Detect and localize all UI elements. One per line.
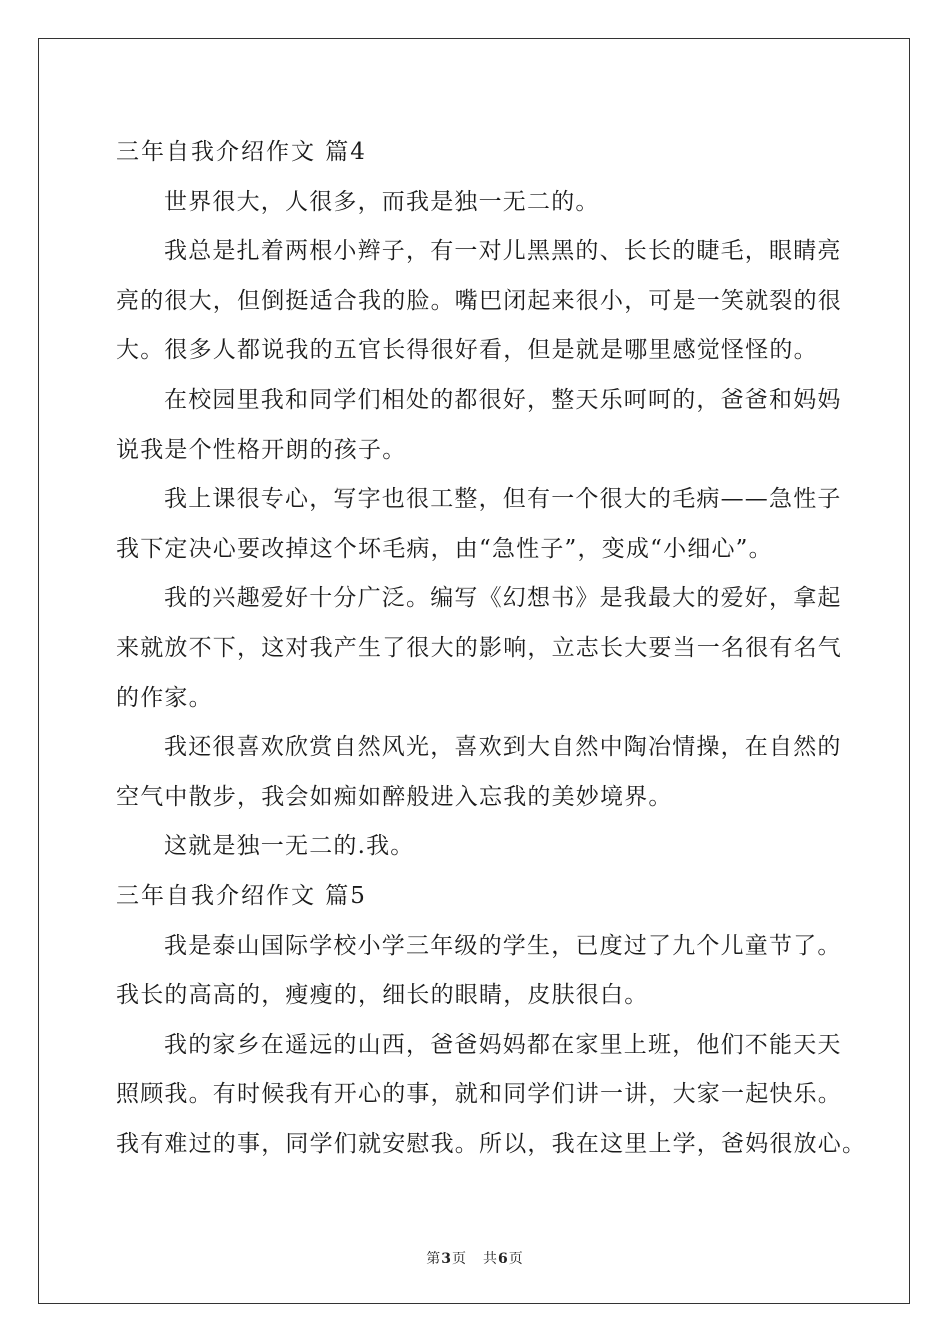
text-line: 我有难过的事，同学们就安慰我。所以，我在这里上学，爸妈很放心。 — [116, 1130, 867, 1157]
text-line: 我的家乡在遥远的山西，爸爸妈妈都在家里上班，他们不能天天 — [164, 1031, 842, 1058]
footer-page-prefix: 第 — [426, 1251, 442, 1267]
text-line: 来就放不下，这对我产生了很大的影响，立志长大要当一名很有名气 — [116, 634, 842, 661]
footer-page-suffix: 页 — [452, 1251, 467, 1267]
text-line: 照顾我。有时候我有开心的事，就和同学们讲一讲，大家一起快乐。 — [116, 1081, 842, 1108]
footer-total-suffix: 页 — [508, 1251, 524, 1267]
text-line: 空气中散步，我会如痴如醉般进入忘我的美妙境界。 — [116, 783, 673, 810]
text-line: 亮的很大，但倒挺适合我的脸。嘴巴闭起来很小，可是一笑就裂的很 — [116, 287, 842, 314]
text-line: 我上课很专心，写字也很工整，但有一个很大的毛病——急性子 — [164, 486, 842, 513]
footer-total-prefix: 共 — [483, 1251, 498, 1267]
footer-page-total: 6 — [498, 1251, 509, 1267]
text-line: 我是泰山国际学校小学三年级的学生，已度过了九个儿童节了。 — [164, 932, 842, 959]
text-line: 在校园里我和同学们相处的都很好，整天乐呵呵的，爸爸和妈妈 — [164, 386, 842, 413]
section-heading: 三年自我介绍作文 篇4 — [116, 139, 367, 165]
text-line: 我下定决心要改掉这个坏毛病，由“急性子”，变成“小细心”。 — [116, 535, 773, 562]
text-line: 大。很多人都说我的五官长得很好看，但是就是哪里感觉怪怪的。 — [116, 337, 818, 364]
page-footer — [0, 1248, 950, 1268]
document-body — [116, 128, 867, 1169]
text-line: 我还很喜欢欣赏自然风光，喜欢到大自然中陶冶情操，在自然的 — [164, 734, 842, 761]
text-line: 说我是个性格开朗的孩子。 — [116, 436, 407, 463]
section-heading: 三年自我介绍作文 篇5 — [116, 882, 367, 909]
footer-page-current: 3 — [441, 1251, 452, 1267]
text-line: 这就是独一无二的.我。 — [164, 833, 415, 860]
text-line: 的作家。 — [116, 684, 213, 711]
text-line: 我长的高高的，瘦瘦的，细长的眼睛，皮肤很白。 — [116, 982, 649, 1009]
text-line: 我的兴趣爱好十分广泛。编写《幻想书》是我最大的爱好，拿起 — [164, 585, 842, 612]
text-line: 世界很大，人很多，而我是独一无二的。 — [164, 188, 600, 215]
text-line: 我总是扎着两根小辫子，有一对儿黑黑的、长长的睫毛，眼睛亮 — [164, 238, 842, 265]
